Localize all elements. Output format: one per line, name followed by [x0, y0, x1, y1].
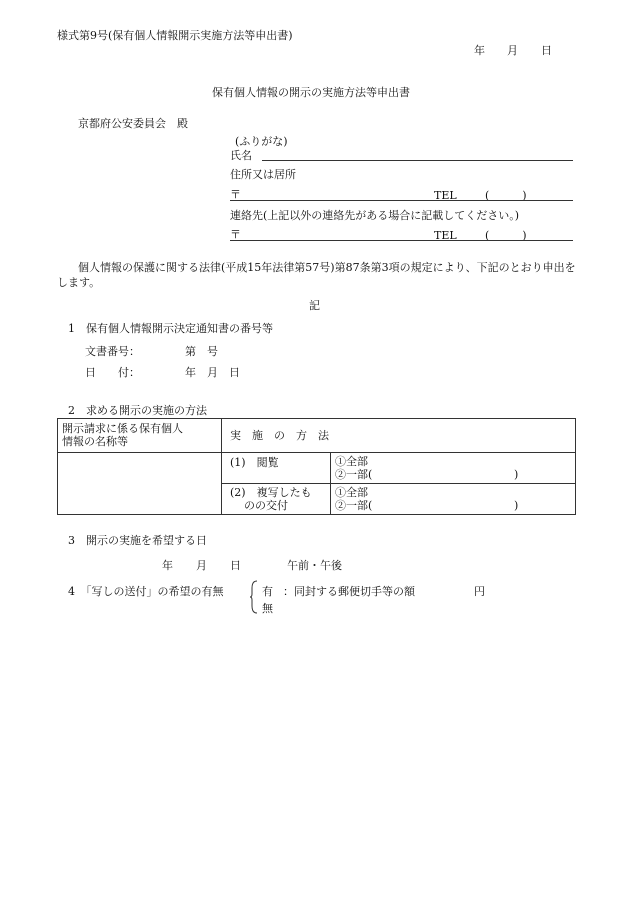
tel-label: TEL	[434, 189, 457, 202]
address-label: 住所又は居所	[230, 168, 296, 181]
date-day-label: 日	[541, 44, 552, 57]
body-text-line-1: 個人情報の保護に関する法律(平成15年法律第57号)第87条第3項の規定により、下記のとおり申出を	[78, 261, 576, 274]
info-name-header-line2: 情報の名称等	[62, 435, 128, 448]
contact-tel-label: TEL	[434, 229, 457, 242]
contact-tel-paren: ( )	[485, 229, 527, 242]
tel-paren: ( )	[485, 189, 527, 202]
method-copy-label-line2: のの交付	[244, 499, 288, 512]
brace-icon	[250, 580, 258, 614]
section1-heading: 1 保有個人情報開示決定通知書の番号等	[68, 322, 273, 335]
am-pm-label: 午前・午後	[287, 559, 342, 572]
ki-mark: 記	[309, 299, 320, 312]
method-copy-options	[331, 484, 576, 515]
desired-year-label: 年	[162, 559, 173, 572]
address-input-line[interactable]	[230, 200, 573, 201]
info-name-header	[58, 419, 222, 453]
copy-option-part[interactable]: ②一部(	[335, 499, 373, 512]
furigana-label: (ふりがな)	[235, 135, 288, 148]
addressee: 京都府公安委員会 殿	[78, 117, 188, 130]
section3-heading: 3 開示の実施を希望する日	[68, 534, 207, 547]
copy-option-part-close: )	[514, 499, 519, 512]
doc-number-label: 文書番号：	[85, 345, 140, 358]
yen-label: 円	[474, 585, 485, 598]
info-name-cell[interactable]	[58, 453, 222, 515]
form-number: 様式第9号(保有個人情報開示実施方法等申出書)	[57, 29, 293, 42]
contact-postal-mark: 〒	[230, 228, 241, 241]
date-month-label: 月	[507, 44, 518, 57]
method-copy-label-line1: (2) 複写したも	[230, 486, 312, 499]
method-copy-cell	[222, 484, 331, 515]
view-option-part[interactable]: ②一部(	[335, 468, 373, 481]
doc-date-value: 年 月 日	[185, 366, 240, 379]
copy-option-all[interactable]: ①全部	[335, 486, 368, 499]
body-text-line-2: します。	[57, 276, 101, 289]
view-option-all[interactable]: ①全部	[335, 455, 368, 468]
copy-send-no[interactable]: 無	[262, 602, 273, 615]
name-input-line[interactable]	[262, 160, 573, 161]
method-header-text: 実 施 の 方 法	[230, 429, 329, 442]
contact-label: 連絡先(上記以外の連絡先がある場合に記載してください。)	[230, 209, 520, 222]
document-title: 保有個人情報の開示の実施方法等申出書	[212, 86, 410, 99]
doc-date-label: 日 付：	[85, 366, 140, 379]
info-name-header-line1: 開示請求に係る保有個人	[62, 422, 183, 435]
contact-input-line[interactable]	[230, 240, 573, 241]
desired-month-label: 月	[196, 559, 207, 572]
method-view-options	[331, 453, 576, 484]
copy-send-yes[interactable]: 有	[262, 585, 273, 598]
view-option-part-close: )	[514, 468, 519, 481]
desired-day-label: 日	[230, 559, 241, 572]
postal-mark: 〒	[230, 188, 241, 201]
method-view-cell	[222, 453, 331, 484]
disclosure-method-table	[57, 418, 576, 515]
stamp-amount-label: ：同封する郵便切手等の額	[283, 585, 415, 598]
method-header	[222, 419, 576, 453]
section4-heading: 4 「写しの送付」の希望の有無	[68, 585, 224, 598]
section2-heading: 2 求める開示の実施の方法	[68, 404, 207, 417]
name-label: 氏名	[230, 149, 252, 162]
date-year-label: 年	[474, 44, 485, 57]
doc-number-value: 第 号	[185, 345, 218, 358]
method-view-label: (1) 閲覧	[230, 456, 279, 469]
